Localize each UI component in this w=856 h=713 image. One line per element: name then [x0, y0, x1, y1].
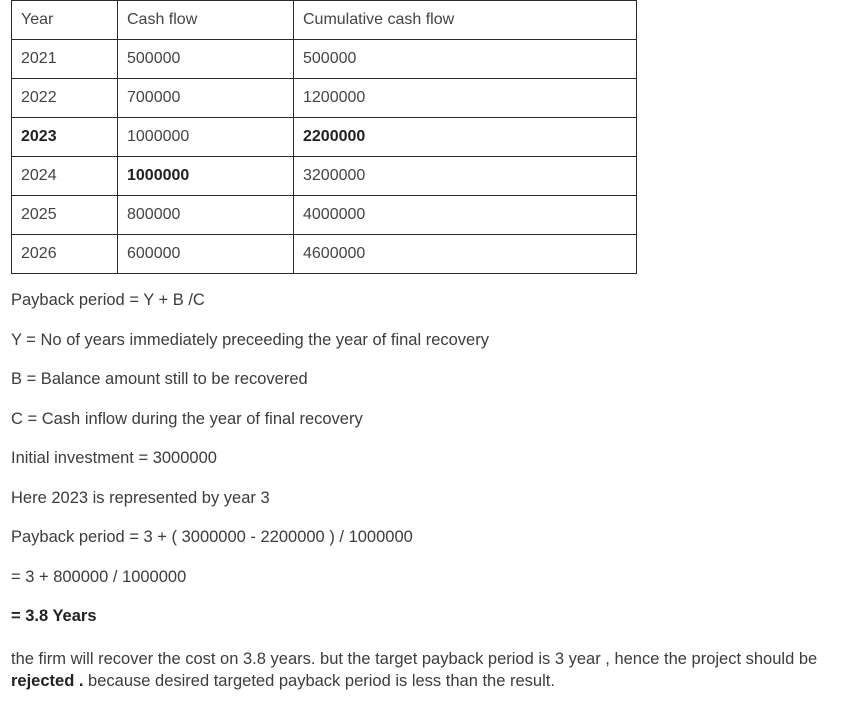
table-row: [12, 196, 637, 235]
table-header-row: [12, 1, 637, 40]
result-line: = 3.8 Years: [11, 607, 97, 625]
conclusion-text-1: the firm will recover the cost on 3.8 years. but the target payback period is 3 year , hence the project should be: [11, 650, 818, 668]
cash-flow-table: [11, 0, 637, 274]
table-row: [12, 235, 637, 274]
initial-investment: Initial investment = 3000000: [11, 449, 217, 467]
y-definition: Y = No of years immediately preceeding the year of final recovery: [11, 331, 489, 349]
formula-line: Payback period = Y + B /C: [11, 291, 205, 309]
cell-cumulative: 1200000: [294, 79, 637, 118]
header-cumulative-cash-flow: Cumulative cash flow: [294, 1, 637, 40]
cell-year: 2026: [12, 235, 118, 274]
table-row: [12, 118, 637, 157]
cell-year: 2023: [12, 118, 118, 157]
cell-year: 2021: [12, 40, 118, 79]
b-definition: B = Balance amount still to be recovered: [11, 370, 308, 388]
cell-cumulative: 500000: [294, 40, 637, 79]
c-definition: C = Cash inflow during the year of final recovery: [11, 410, 363, 428]
table-row: [12, 79, 637, 118]
cell-cash-flow: 1000000: [118, 118, 294, 157]
conclusion-paragraph: [11, 648, 847, 692]
cell-cash-flow: 800000: [118, 196, 294, 235]
conclusion-text-2: because desired targeted payback period is less than the result.: [83, 672, 555, 690]
cell-cash-flow: 500000: [118, 40, 294, 79]
cell-cumulative: 4600000: [294, 235, 637, 274]
calculation-step-2: = 3 + 800000 / 1000000: [11, 568, 187, 586]
cell-year: 2025: [12, 196, 118, 235]
conclusion-bold-word: rejected .: [11, 672, 84, 690]
year-representation: Here 2023 is represented by year 3: [11, 489, 270, 507]
cell-cumulative: 3200000: [294, 157, 637, 196]
calculation-step-1: Payback period = 3 + ( 3000000 - 2200000 ) / 1000000: [11, 528, 413, 546]
table-row: [12, 40, 637, 79]
cell-cash-flow: 600000: [118, 235, 294, 274]
cell-year: 2024: [12, 157, 118, 196]
header-year: Year: [12, 1, 118, 40]
header-cash-flow: Cash flow: [118, 1, 294, 40]
cell-cumulative: 2200000: [294, 118, 637, 157]
cell-cumulative: 4000000: [294, 196, 637, 235]
cell-cash-flow: 700000: [118, 79, 294, 118]
table-row: [12, 157, 637, 196]
cell-year: 2022: [12, 79, 118, 118]
cell-cash-flow: 1000000: [118, 157, 294, 196]
